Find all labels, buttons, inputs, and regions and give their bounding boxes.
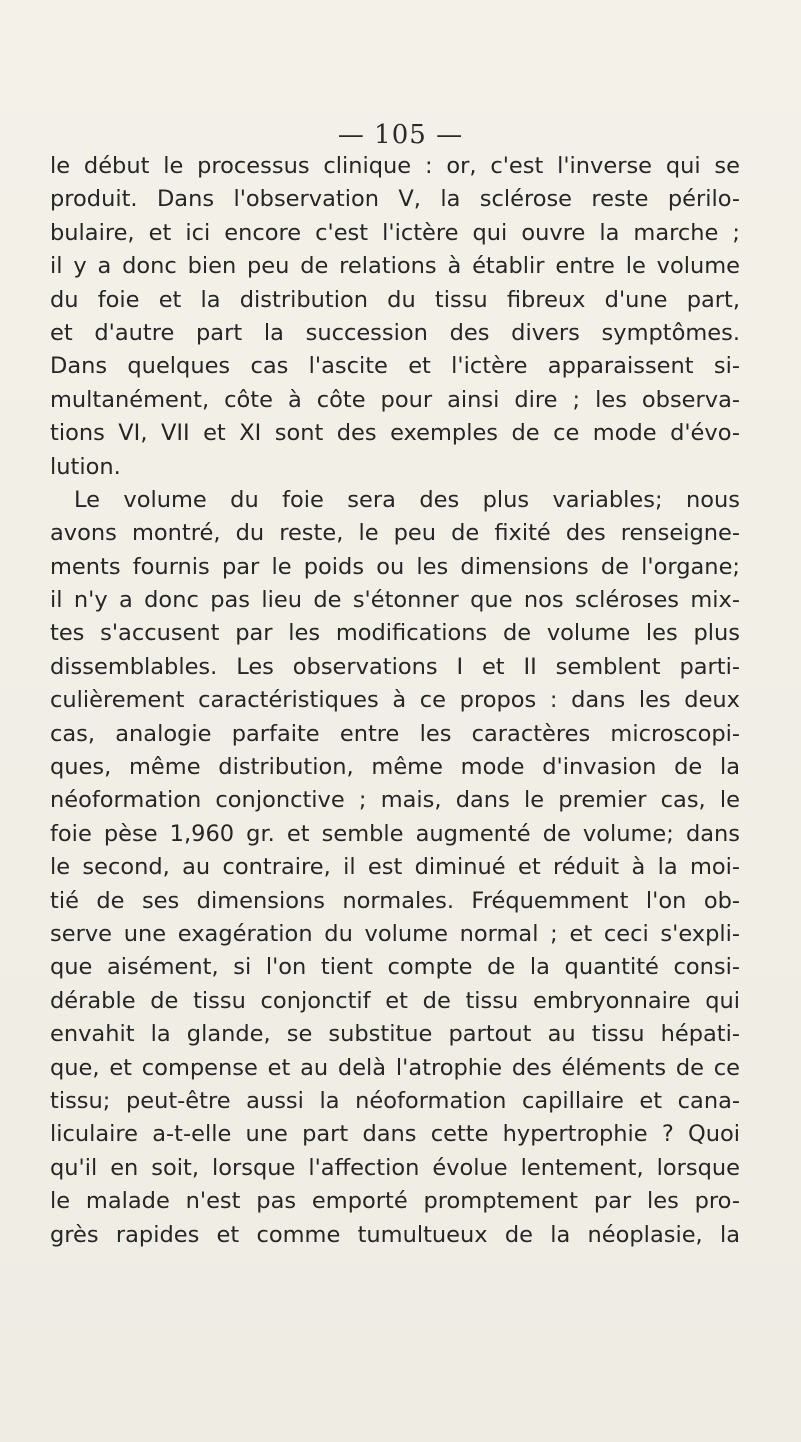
text-line: il y a donc bien peu de relations à établir entre le volume <box>50 253 740 280</box>
text-line: tions VI, VII et XI sont des exemples de ce mode d'évo- <box>50 420 740 447</box>
text-line: du foie et la distribution du tissu fibreux d'une part, <box>50 286 740 313</box>
text-line: tissu; peut-être aussi la néoformation capillaire et cana- <box>50 1087 740 1114</box>
text-line: serve une exagération du volume normal ; et ceci s'expli- <box>50 920 740 947</box>
text-line: envahit la glande, se substitue partout au tissu hépati- <box>50 1021 740 1048</box>
text-line: néoformation conjonctive ; mais, dans le premier cas, le <box>50 787 740 814</box>
text-line: foie pèse 1,960 gr. et semble augmenté de volume; dans <box>50 820 740 847</box>
text-line: le second, au contraire, il est diminué et réduit à la moi- <box>50 854 740 881</box>
body-text <box>50 150 740 1252</box>
text-line: produit. Dans l'observation V, la sclérose reste périlo- <box>50 186 740 213</box>
text-line: Le volume du foie sera des plus variables; nous <box>74 486 740 513</box>
text-line: et d'autre part la succession des divers symptômes. <box>50 319 740 346</box>
text-line: ques, même distribution, même mode d'invasion de la <box>50 754 740 781</box>
text-line: grès rapides et comme tumultueux de la néoplasie, la <box>50 1221 740 1248</box>
text-line: le malade n'est pas emporté promptement par les pro- <box>50 1188 740 1215</box>
page-number: — 105 — <box>337 120 464 150</box>
text-line: Dans quelques cas l'ascite et l'ictère apparaissent si- <box>50 353 740 380</box>
text-line: tes s'accusent par les modifications de volume les plus <box>50 620 740 647</box>
text-line: dérable de tissu conjonctif et de tissu embryonnaire qui <box>50 987 740 1014</box>
text-line: que, et compense et au delà l'atrophie des éléments de ce <box>50 1054 740 1081</box>
text-line: qu'il en soit, lorsque l'affection évolue lentement, lorsque <box>50 1154 740 1181</box>
text-line: culièrement caractéristiques à ce propos : dans les deux <box>50 687 740 714</box>
text-line: lution. <box>50 453 121 480</box>
text-line: liculaire a-t-elle une part dans cette hypertrophie ? Quoi <box>50 1121 740 1148</box>
text-line: tié de ses dimensions normales. Fréquemment l'on ob- <box>50 887 740 914</box>
text-line: que aisément, si l'on tient compte de la quantité consi- <box>50 954 740 981</box>
text-line: bulaire, et ici encore c'est l'ictère qui ouvre la marche ; <box>50 219 740 246</box>
text-line: le début le processus clinique : or, c'est l'inverse qui se <box>50 153 740 179</box>
text-line: ments fournis par le poids ou les dimensions de l'organe; <box>50 553 740 580</box>
text-line: multanément, côte à côte pour ainsi dire ; les observa- <box>50 386 740 413</box>
text-line: dissemblables. Les observations I et II semblent parti- <box>50 653 740 680</box>
text-line: cas, analogie parfaite entre les caractères microscopi- <box>50 720 740 747</box>
text-line: il n'y a donc pas lieu de s'étonner que nos scléroses mix- <box>50 587 740 614</box>
text-line: avons montré, du reste, le peu de fixité des renseigne- <box>50 520 740 547</box>
